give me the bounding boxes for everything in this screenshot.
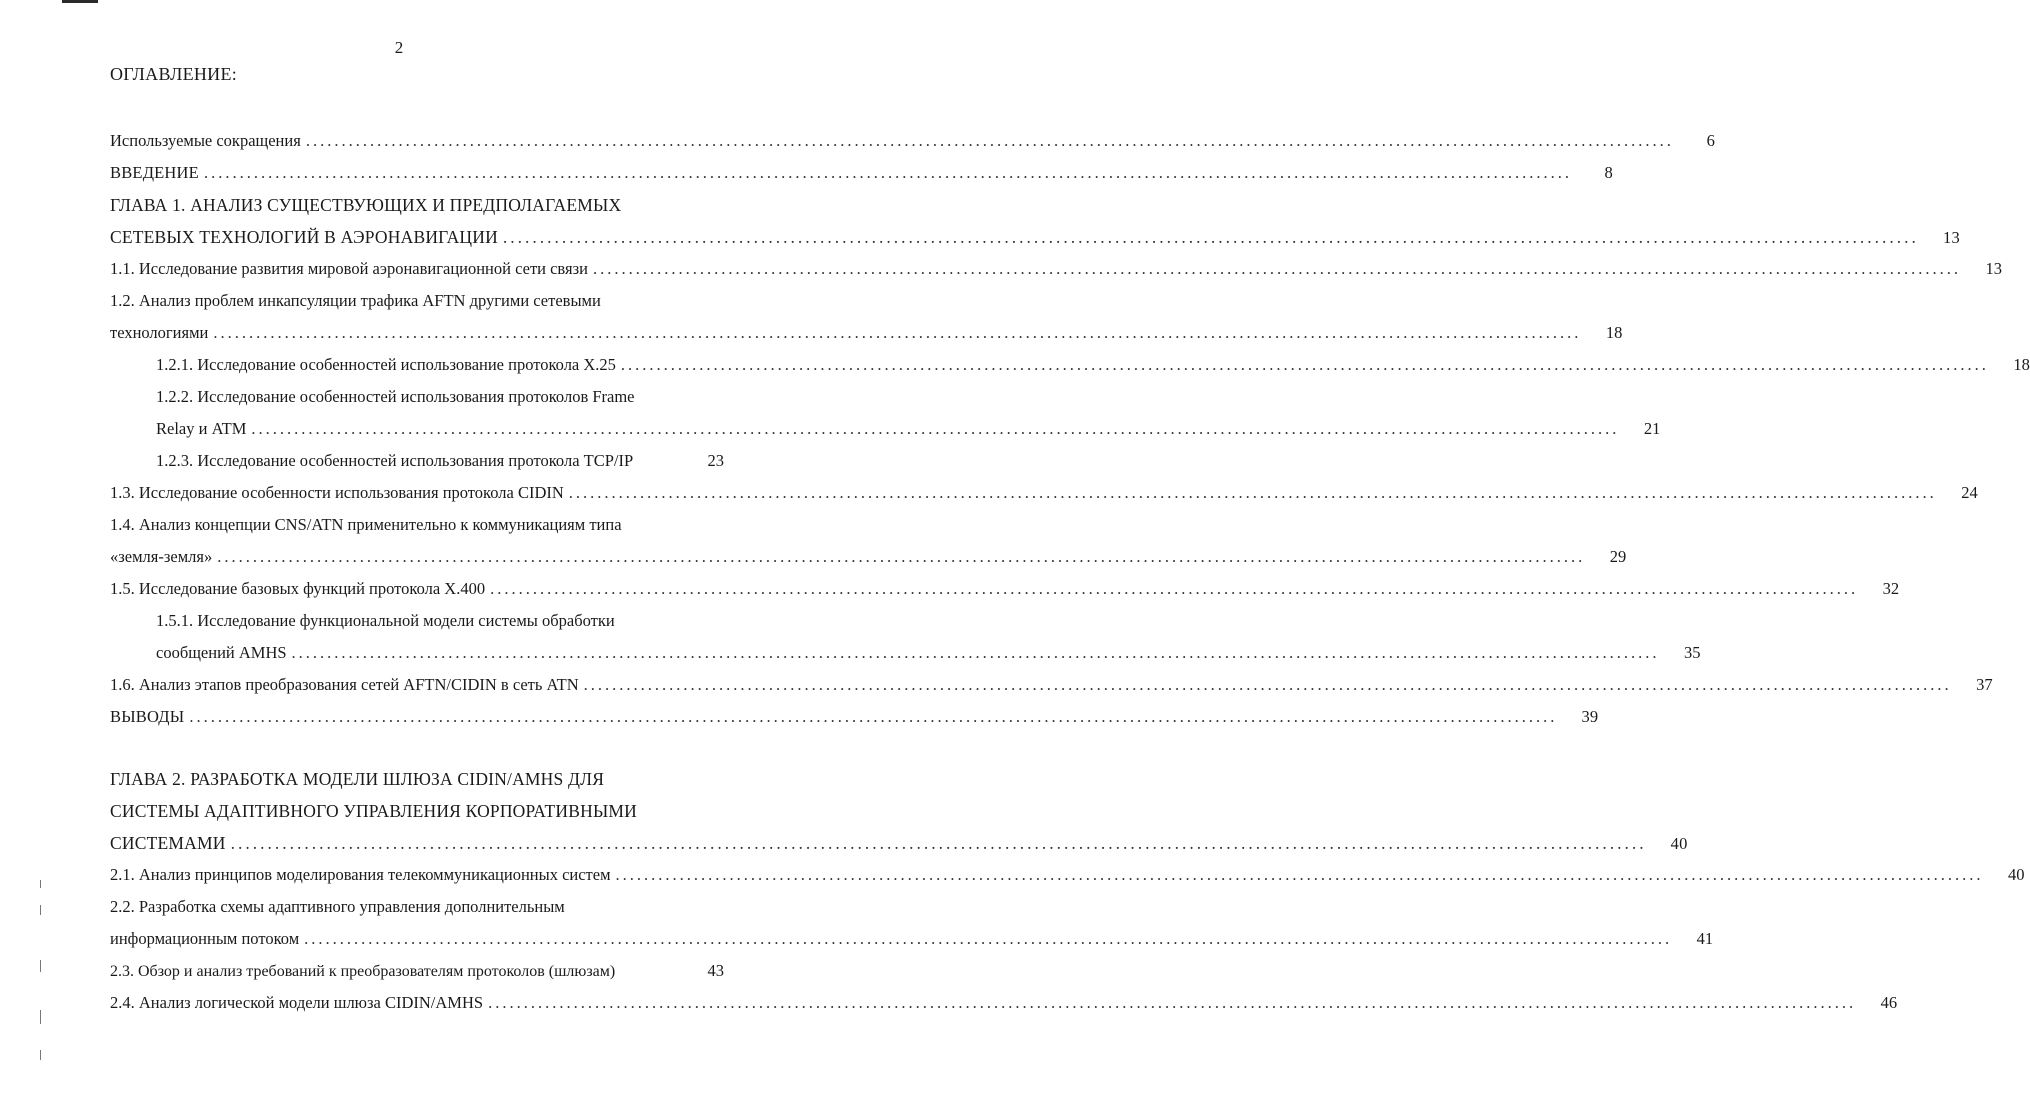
toc-entry-page: 18 <box>2013 355 2030 374</box>
dot-leader: ................................................................................................................................................................................................ <box>203 163 1572 182</box>
toc-entry-text: информационным потоком <box>110 929 300 948</box>
toc-entry[interactable] <box>156 640 1701 666</box>
toc-entry-page: 32 <box>1882 579 1900 598</box>
toc-entry-page: 29 <box>1609 547 1627 566</box>
page-number: 2 <box>394 38 404 57</box>
toc-entry[interactable] <box>110 958 724 984</box>
toc-entry-text: 1.2.1. Исследование особенностей использование протокола X.25 <box>156 355 616 374</box>
dot-leader: ................................................................................................................................................................................................ <box>488 993 1857 1012</box>
toc-entry-text: СИСТЕМАМИ <box>110 833 226 853</box>
toc-entry[interactable] <box>110 544 1627 570</box>
toc-entry-text: ГЛАВА 1. АНАЛИЗ СУЩЕСТВУЮЩИХ И ПРЕДПОЛАГАЕМЫХ <box>110 195 622 215</box>
toc-entry[interactable] <box>110 990 1898 1016</box>
toc-entry-text: технологиями <box>110 323 209 342</box>
dot-leader: ................................................................................................................................................................................................ <box>583 675 1952 694</box>
dot-leader: ................................................................................................................................................................................................ <box>592 259 1961 278</box>
toc-entry-text: 1.2.3. Исследование особенностей использования протокола TCP/IP <box>156 451 634 470</box>
toc-entry-text: 1.2.2. Исследование особенностей использования протоколов Frame <box>156 387 635 406</box>
scan-edge-mark <box>40 905 41 915</box>
dot-leader: ................................................................................................................................................................................................ <box>217 547 1586 566</box>
toc-title: ОГЛАВЛЕНИЕ: <box>110 64 238 84</box>
dot-leader: ................................................................................................................................................................................................ <box>490 579 1859 598</box>
toc-entry-text: 1.3. Исследование особенности использования протокола CIDIN <box>110 483 564 502</box>
dot-leader: ................................................................................................................................................................................................ <box>213 323 1582 342</box>
toc-entry-page: 23 <box>707 451 724 470</box>
toc-entry[interactable] <box>110 576 1900 602</box>
toc-entry-text: СИСТЕМЫ АДАПТИВНОГО УПРАВЛЕНИЯ КОРПОРАТИВНЫМИ <box>110 801 638 821</box>
toc-entry-text: 2.2. Разработка схемы адаптивного управления дополнительным <box>110 897 565 916</box>
toc-entry-line <box>110 894 565 920</box>
toc-entry[interactable] <box>110 224 1960 250</box>
toc-entry-text: ВЫВОДЫ <box>110 707 185 726</box>
dot-leader: ................................................................................................................................................................................................ <box>291 643 1660 662</box>
toc-entry-line <box>156 608 615 634</box>
toc-entry-page: 41 <box>1696 929 1714 948</box>
toc-entry[interactable] <box>110 320 1623 346</box>
toc-entry-text: 2.3. Обзор и анализ требований к преобразователям протоколов (шлюзам) <box>110 963 616 980</box>
toc-entry-line <box>110 288 601 314</box>
toc-entry-page: 40 <box>2008 865 2025 884</box>
toc-entry-line <box>110 512 622 538</box>
toc-entry[interactable] <box>156 352 2030 378</box>
toc-entry-page: 24 <box>1961 483 1978 502</box>
toc-entry-text: «земля-земля» <box>110 547 213 566</box>
toc-entry-line <box>156 384 635 410</box>
toc-entry[interactable] <box>156 448 724 474</box>
toc-entry-page: 40 <box>1670 834 1688 853</box>
chapter-heading <box>110 798 637 824</box>
toc-entry-text: Relay и ATM <box>156 419 247 438</box>
toc-entry[interactable] <box>110 256 2002 282</box>
toc-entry[interactable] <box>110 672 1993 698</box>
dot-leader: ................................................................................................................................................................................................ <box>615 865 1984 884</box>
toc-entry-page: 13 <box>1985 259 2002 278</box>
scan-artifact-mark <box>62 0 98 3</box>
dot-leader: ................................................................................................................................................................................................ <box>304 929 1673 948</box>
toc-entry[interactable] <box>110 862 2025 888</box>
toc-entry-page: 8 <box>1604 163 1613 182</box>
toc-entry-page: 18 <box>1605 323 1623 342</box>
toc-entry[interactable] <box>110 128 1715 154</box>
toc-entry-text: 1.5.1. Исследование функциональной модели системы обработки <box>156 611 615 630</box>
toc-entry-text: 2.1. Анализ принципов моделирования телекоммуникационных систем <box>110 865 611 884</box>
toc-entry-text: 1.2. Анализ проблем инкапсуляции трафика AFTN другими сетевыми <box>110 291 601 310</box>
toc-entry-text: ГЛАВА 2. РАЗРАБОТКА МОДЕЛИ ШЛЮЗА CIDIN/AMHS ДЛЯ <box>110 769 605 789</box>
toc-entry-page: 46 <box>1880 993 1898 1012</box>
toc-entry[interactable] <box>110 830 1688 856</box>
toc-entry-page: 37 <box>1976 675 1993 694</box>
toc-entry-text: 1.1. Исследование развития мировой аэронавигационной сети связи <box>110 259 588 278</box>
scan-edge-mark <box>40 960 41 972</box>
toc-entry-page: 35 <box>1684 643 1701 662</box>
toc-entry-page: 39 <box>1581 707 1599 726</box>
toc-entry-text: 1.4. Анализ концепции CNS/ATN применительно к коммуникациям типа <box>110 515 622 534</box>
dot-leader: ................................................................................................................................................................................................ <box>568 483 1937 502</box>
toc-entry[interactable] <box>156 416 1661 442</box>
toc-entry-text: Используемые сокращения <box>110 131 301 150</box>
toc-entry-text: 2.4. Анализ логической модели шлюза CIDIN/AMHS <box>110 993 484 1012</box>
dot-leader: ................................................................................................................................................................................................ <box>251 419 1620 438</box>
toc-entry-text: 1.6. Анализ этапов преобразования сетей AFTN/CIDIN в сеть ATN <box>110 675 579 694</box>
scan-edge-mark <box>40 880 41 888</box>
toc-entry-page: 13 <box>1943 228 1960 247</box>
toc-entry[interactable] <box>110 160 1613 186</box>
scan-edge-mark <box>40 1050 41 1060</box>
toc-entry-text: 1.5. Исследование базовых функций протокола X.400 <box>110 579 486 598</box>
toc-entry[interactable] <box>110 480 1978 506</box>
chapter-heading <box>110 192 621 218</box>
dot-leader: ................................................................................................................................................................................................ <box>230 833 1647 853</box>
toc-entry-text: СЕТЕВЫХ ТЕХНОЛОГИЙ В АЭРОНАВИГАЦИИ <box>110 227 498 247</box>
toc-entry[interactable] <box>110 926 1714 952</box>
toc-entry-page: 21 <box>1643 419 1661 438</box>
toc-entry-text: ВВЕДЕНИЕ <box>110 163 199 182</box>
dot-leader: ................................................................................................................................................................................................ <box>620 355 1989 374</box>
dot-leader: ................................................................................................................................................................................................ <box>305 131 1674 150</box>
dot-leader: ................................................................................................................................................................................................ <box>502 227 1919 247</box>
toc-entry-page: 43 <box>707 961 724 980</box>
toc-entry-text: сообщений AMHS <box>156 643 287 662</box>
scan-edge-mark <box>40 1010 41 1024</box>
dot-leader: ................................................................................................................................................................................................ <box>189 707 1558 726</box>
toc-entry[interactable] <box>110 704 1599 730</box>
toc-entry-page: 6 <box>1706 131 1715 150</box>
chapter-heading <box>110 766 604 792</box>
